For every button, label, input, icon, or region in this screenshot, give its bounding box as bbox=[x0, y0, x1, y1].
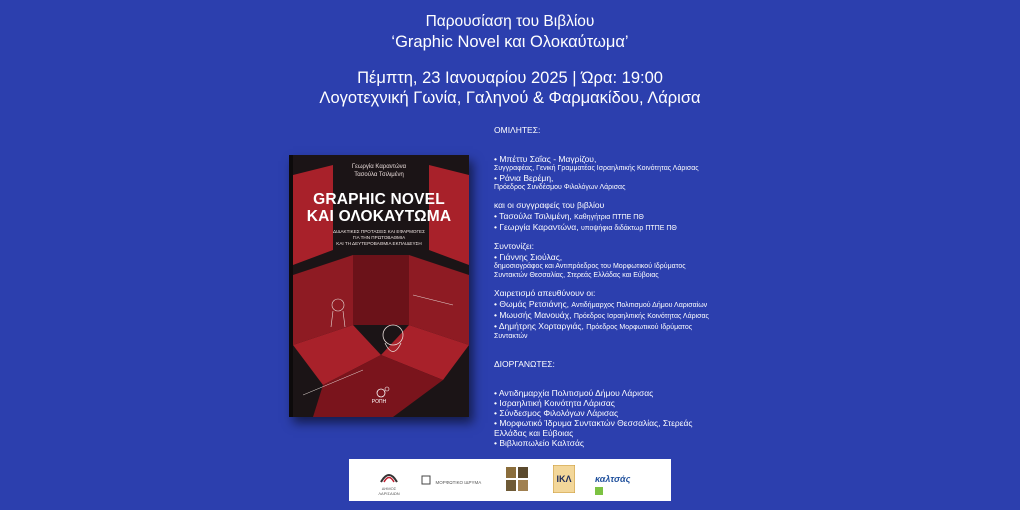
header-line-1: Παρουσίαση του Βιβλίου bbox=[425, 13, 595, 30]
organizer-5: • Βιβλιοπωλείο Καλτσάς bbox=[494, 438, 584, 448]
book-title-line-1: GRAPHIC NOVEL bbox=[313, 191, 445, 208]
greetings-heading: Χαιρετισμό απευθύνουν οι: bbox=[494, 288, 596, 298]
book-authors bbox=[289, 163, 469, 179]
greeting-1-desc: Αντιδήμαρχος Πολιτισμού Δήμου Λαρισαίων bbox=[571, 302, 708, 309]
coordinator-desc-1: δημοσιογράφος και Αντιπρόεδρος του Μορφωτικού Ιδρύματος bbox=[494, 263, 686, 270]
book-publisher: ΡΟΠΗ bbox=[371, 399, 387, 405]
header-venue: Λογοτεχνική Γωνία, Γαληνού & Φαρμακίδου, Λάρισα bbox=[319, 89, 701, 107]
header-book-title: ‘Graphic Novel και Ολοκαύτωμα’ bbox=[391, 33, 629, 51]
speaker-2-name: • Ράνια Βερέμη, bbox=[494, 173, 554, 183]
association-emblem-icon bbox=[506, 467, 528, 491]
logo-ikl bbox=[553, 465, 575, 493]
greeting-2-desc: Πρόεδρος Ισραηλιτικής Κοινότητας Λάρισας bbox=[573, 313, 709, 320]
author-1-desc: Καθηγήτρια ΠΤΠΕ ΠΘ bbox=[574, 214, 644, 221]
book-subtitle-line-1: ΔΙΔΑΚΤΙΚΕΣ ΠΡΟΤΑΣΕΙΣ ΚΑΙ ΕΦΑΡΜΟΓΕΣ bbox=[333, 229, 425, 234]
book-subtitle-line-3: ΚΑΙ ΤΗ ΔΕΥΤΕΡΟΒΑΘΜΙΑ ΕΚΠΑΙΔΕΥΣΗ bbox=[336, 241, 422, 246]
book-cover bbox=[289, 155, 469, 417]
logo-municipality-text: ΔΗΜΟΣ ΛΑΡΙΣΑΙΩΝ bbox=[378, 486, 400, 496]
ikl-logo-text: ΙΚΛ bbox=[556, 474, 572, 484]
greeting-2 bbox=[494, 310, 784, 321]
greeting-3-name: • Δημήτρης Χορταργιάς, bbox=[494, 321, 584, 331]
logo-foundation bbox=[421, 471, 489, 499]
book-author-2: Τασούλα Τσιλιμένη bbox=[354, 172, 404, 178]
book-title bbox=[289, 191, 469, 225]
coordinator-name: • Γιάννης Σιούλας, bbox=[494, 252, 563, 262]
author-2-name: • Γεωργία Καραντώνα, bbox=[494, 222, 579, 232]
kaltsas-logo-text: καλτσάς bbox=[595, 474, 631, 484]
logo-municipality bbox=[371, 466, 407, 494]
speaker-1-desc: Συγγραφέας, Γενική Γραμματέας Ισραηλιτικής Κοινότητας Λάρισας bbox=[494, 165, 699, 172]
foundation-mark-icon bbox=[421, 475, 431, 485]
book-author-1: Γεωργία Καραντώνα bbox=[351, 164, 407, 170]
speaker-1-name: • Μπέττυ Σαΐας - Μαγρίζου, bbox=[494, 154, 597, 164]
organizer-3: • Σύνδεσμος Φιλολόγων Λάρισας bbox=[494, 408, 619, 418]
event-details bbox=[494, 125, 784, 448]
logo-foundation-text: ΜΟΡΦΩΤΙΚΟ ΙΔΡΥΜΑ bbox=[435, 480, 482, 485]
greeting-2-name: • Μωυσής Μανουάχ, bbox=[494, 310, 572, 320]
author-2-desc: υποψήφια διδάκτωρ ΠΤΠΕ ΠΘ bbox=[580, 225, 677, 232]
greeting-3-tail: Συντακτών bbox=[494, 333, 528, 340]
logo-kaltsas bbox=[595, 469, 651, 497]
author-1 bbox=[494, 211, 784, 222]
book-subtitle-line-2: ΓΙΑ ΤΗΝ ΠΡΩΤΟΒΑΘΜΙΑ bbox=[352, 235, 406, 240]
event-header bbox=[0, 12, 1020, 108]
book-title-line-2: ΚΑΙ ΟΛΟΚΑΥΤΩΜΑ bbox=[306, 208, 452, 225]
speakers-heading: ΟΜΙΛΗΤΕΣ: bbox=[494, 125, 541, 135]
organizers-heading: ΔΙΟΡΓΑΝΩΤΕΣ: bbox=[494, 359, 555, 369]
author-2 bbox=[494, 222, 784, 233]
logo-association bbox=[506, 467, 528, 495]
greeting-1-name: • Θωμάς Ρετσιάνης, bbox=[494, 299, 570, 309]
sponsor-logos-strip bbox=[349, 459, 671, 501]
municipality-emblem-icon bbox=[371, 466, 407, 486]
organizer-2: • Ισραηλιτική Κοινότητα Λάρισας bbox=[494, 398, 615, 408]
organizer-1: • Αντιδημαρχία Πολιτισμού Δήμου Λάρισας bbox=[494, 388, 654, 398]
authors-heading: και οι συγγραφείς του βιβλίου bbox=[494, 200, 605, 210]
organizer-4-cont: Ελλάδας και Εύβοιας bbox=[494, 428, 574, 438]
greeting-1 bbox=[494, 299, 784, 310]
header-date-time: Πέμπτη, 23 Ιανουαρίου 2025 | Ώρα: 19:00 bbox=[357, 69, 663, 87]
greeting-3-desc: Πρόεδρος Μορφωτικού Ιδρύματος bbox=[586, 324, 693, 331]
coordinator-desc-2: Συντακτών Θεσσαλίας, Στερεάς Ελλάδας και Εύβοιας bbox=[494, 272, 659, 279]
greeting-3 bbox=[494, 321, 784, 332]
coordinator-heading: Συντονίζει: bbox=[494, 241, 535, 251]
book-subtitle bbox=[309, 229, 449, 247]
author-1-name: • Τασούλα Τσιλιμένη, bbox=[494, 211, 572, 221]
organizer-4: • Μορφωτικό Ίδρυμα Συντακτών Θεσσαλίας, Στερεάς bbox=[494, 418, 693, 428]
speaker-2-desc: Πρόεδρος Συνδέσμου Φιλολόγων Λάρισας bbox=[494, 184, 626, 191]
kaltsas-leaf-icon bbox=[595, 487, 603, 495]
